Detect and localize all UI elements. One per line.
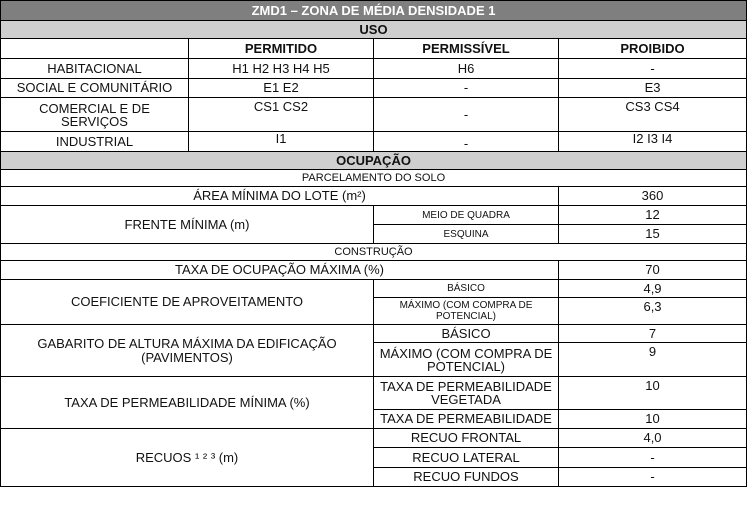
recuo-sub-label: RECUO LATERAL (374, 448, 559, 468)
gabarito-sub-value: 9 (559, 343, 747, 377)
col-permitido: PERMITIDO (189, 39, 374, 59)
gabarito-sub-value: 7 (559, 325, 747, 343)
frente-sub-label: ESQUINA (374, 225, 559, 244)
taxa-ocupacao-label: TAXA DE OCUPAÇÃO MÁXIMA (%) (1, 261, 559, 280)
gabarito-basico-row (1, 325, 747, 343)
uso-row-social (1, 79, 747, 98)
recuo-sub-value: 4,0 (559, 429, 747, 448)
construcao-heading: CONSTRUÇÃO (1, 244, 747, 261)
taxa-ocupacao-value: 70 (559, 261, 747, 280)
coeficiente-sub-value: 4,9 (559, 280, 747, 298)
col-permissivel: PERMISSÍVEL (374, 39, 559, 59)
uso-proibido: I2 I3 I4 (559, 132, 747, 152)
permeabilidade-sub-value: 10 (559, 410, 747, 429)
permeabilidade-vegetada-row (1, 377, 747, 410)
permeabilidade-sub-label: TAXA DE PERMEABILIDADE VEGETADA (374, 377, 559, 410)
gabarito-sub-label: BÁSICO (374, 325, 559, 343)
zone-title: ZMD1 – ZONA DE MÉDIA DENSIDADE 1 (1, 1, 747, 21)
frente-meio-row (1, 206, 747, 225)
coeficiente-sub-value: 6,3 (559, 298, 747, 325)
coeficiente-label: COEFICIENTE DE APROVEITAMENTO (1, 280, 374, 325)
permeabilidade-label: TAXA DE PERMEABILIDADE MÍNIMA (%) (1, 377, 374, 429)
uso-permitido: CS1 CS2 (189, 98, 374, 132)
frente-minima-label: FRENTE MÍNIMA (m) (1, 206, 374, 244)
uso-permissivel: - (374, 132, 559, 152)
frente-sub-value: 12 (559, 206, 747, 225)
construcao-heading-row (1, 244, 747, 261)
uso-permissivel: - (374, 79, 559, 98)
uso-row-industrial (1, 132, 747, 152)
title-row (1, 1, 747, 21)
recuo-frontal-row (1, 429, 747, 448)
uso-permitido: H1 H2 H3 H4 H5 (189, 59, 374, 79)
recuo-sub-value: - (559, 448, 747, 468)
uso-permissivel: - (374, 98, 559, 132)
parcelamento-heading: PARCELAMENTO DO SOLO (1, 170, 747, 187)
taxa-ocupacao-row (1, 261, 747, 280)
coeficiente-sub-label: MÁXIMO (COM COMPRA DE POTENCIAL) (374, 298, 559, 325)
uso-label: HABITACIONAL (1, 59, 189, 79)
col-proibido: PROIBIDO (559, 39, 747, 59)
uso-label: COMERCIAL E DE SERVIÇOS (1, 98, 189, 132)
uso-row-habitacional (1, 59, 747, 79)
coeficiente-basico-row (1, 280, 747, 298)
gabarito-sub-label: MÁXIMO (COM COMPRA DE POTENCIAL) (374, 343, 559, 377)
uso-proibido: CS3 CS4 (559, 98, 747, 132)
uso-label: INDUSTRIAL (1, 132, 189, 152)
uso-heading: USO (1, 21, 747, 39)
recuo-sub-label: RECUO FUNDOS (374, 468, 559, 487)
uso-permitido: E1 E2 (189, 79, 374, 98)
permeabilidade-sub-label: TAXA DE PERMEABILIDADE (374, 410, 559, 429)
area-minima-label: ÁREA MÍNIMA DO LOTE (m²) (1, 187, 559, 206)
area-minima-value: 360 (559, 187, 747, 206)
uso-row-comercial (1, 98, 747, 132)
permeabilidade-sub-value: 10 (559, 377, 747, 410)
uso-permitido: I1 (189, 132, 374, 152)
parcelamento-heading-row (1, 170, 747, 187)
recuos-label: RECUOS ¹ ² ³ (m) (1, 429, 374, 487)
uso-corner-cell (1, 39, 189, 59)
coeficiente-sub-label: BÁSICO (374, 280, 559, 298)
recuo-sub-value: - (559, 468, 747, 487)
uso-permissivel: H6 (374, 59, 559, 79)
recuo-sub-label: RECUO FRONTAL (374, 429, 559, 448)
frente-sub-label: MEIO DE QUADRA (374, 206, 559, 225)
uso-columns-row (1, 39, 747, 59)
gabarito-label: GABARITO DE ALTURA MÁXIMA DA EDIFICAÇÃO (PAVIMENTOS) (1, 325, 374, 377)
ocupacao-heading-row (1, 152, 747, 170)
ocupacao-heading: OCUPAÇÃO (1, 152, 747, 170)
uso-proibido: E3 (559, 79, 747, 98)
uso-label: SOCIAL E COMUNITÁRIO (1, 79, 189, 98)
frente-sub-value: 15 (559, 225, 747, 244)
area-minima-row (1, 187, 747, 206)
uso-proibido: - (559, 59, 747, 79)
uso-heading-row (1, 21, 747, 39)
